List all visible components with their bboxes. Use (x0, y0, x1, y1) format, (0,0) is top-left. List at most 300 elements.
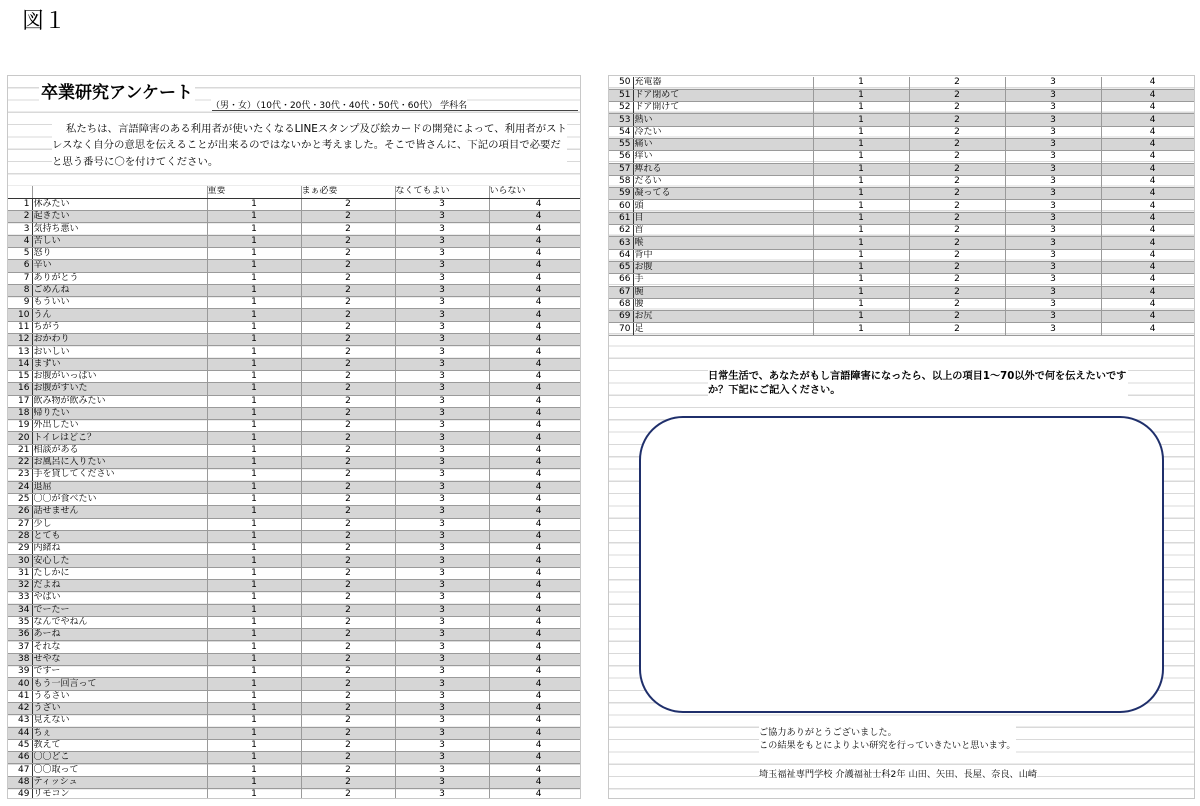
rating-option-1[interactable]: 1 (207, 198, 301, 210)
rating-option-2[interactable]: 2 (909, 200, 1005, 212)
rating-option-2[interactable]: 2 (301, 739, 395, 751)
rating-option-2[interactable]: 2 (301, 211, 395, 223)
rating-option-1[interactable]: 1 (813, 77, 909, 89)
respondent-info-line: （男・女）（10代・20代・30代・40代・50代・60代） 学科名 (211, 98, 467, 111)
rating-option-1[interactable]: 1 (813, 237, 909, 249)
rating-option-4[interactable]: 4 (1101, 77, 1195, 89)
rating-option-4[interactable]: 4 (1101, 114, 1195, 126)
rating-option-1[interactable]: 1 (207, 752, 301, 764)
rating-option-1[interactable]: 1 (207, 776, 301, 788)
rating-option-4[interactable]: 4 (489, 580, 581, 592)
rating-option-3[interactable]: 3 (395, 383, 489, 395)
rating-option-1[interactable]: 1 (207, 629, 301, 641)
rating-option-4[interactable]: 4 (489, 530, 581, 542)
rating-option-3[interactable]: 3 (1005, 89, 1101, 101)
rating-option-4[interactable]: 4 (1101, 323, 1195, 335)
rating-option-3[interactable]: 3 (1005, 200, 1101, 212)
rating-option-1[interactable]: 1 (207, 727, 301, 739)
rating-option-3[interactable]: 3 (1005, 212, 1101, 224)
rating-option-1[interactable]: 1 (207, 641, 301, 653)
rating-option-4[interactable]: 4 (489, 653, 581, 665)
rating-option-1[interactable]: 1 (207, 678, 301, 690)
rating-option-2[interactable]: 2 (301, 457, 395, 469)
rating-option-4[interactable]: 4 (489, 727, 581, 739)
rating-option-1[interactable]: 1 (207, 358, 301, 370)
rating-option-2[interactable]: 2 (301, 530, 395, 542)
rating-option-3[interactable]: 3 (395, 653, 489, 665)
rating-option-4[interactable]: 4 (489, 481, 581, 493)
rating-option-1[interactable]: 1 (207, 432, 301, 444)
rating-option-2[interactable]: 2 (301, 444, 395, 456)
rating-option-2[interactable]: 2 (301, 297, 395, 309)
rating-option-1[interactable]: 1 (813, 188, 909, 200)
rating-option-1[interactable]: 1 (207, 715, 301, 727)
rating-option-1[interactable]: 1 (207, 580, 301, 592)
rating-option-4[interactable]: 4 (1101, 249, 1195, 261)
rating-option-4[interactable]: 4 (1101, 261, 1195, 273)
rating-option-3[interactable]: 3 (395, 715, 489, 727)
rating-option-3[interactable]: 3 (395, 420, 489, 432)
rating-option-1[interactable]: 1 (207, 235, 301, 247)
rating-option-2[interactable]: 2 (301, 678, 395, 690)
rating-option-4[interactable]: 4 (489, 247, 581, 259)
rating-option-2[interactable]: 2 (301, 592, 395, 604)
rating-option-1[interactable]: 1 (207, 469, 301, 481)
rating-option-1[interactable]: 1 (207, 346, 301, 358)
rating-option-2[interactable]: 2 (301, 653, 395, 665)
item-number: 54 (609, 126, 633, 138)
rating-option-4[interactable]: 4 (489, 198, 581, 210)
rating-option-3[interactable]: 3 (395, 604, 489, 616)
rating-option-2[interactable]: 2 (909, 126, 1005, 138)
rating-option-3[interactable]: 3 (395, 678, 489, 690)
rating-option-4[interactable]: 4 (489, 543, 581, 555)
rating-option-3[interactable]: 3 (395, 297, 489, 309)
rating-option-4[interactable]: 4 (1101, 151, 1195, 163)
rating-option-3[interactable]: 3 (1005, 151, 1101, 163)
rating-option-1[interactable]: 1 (207, 297, 301, 309)
rating-option-2[interactable]: 2 (301, 260, 395, 272)
rating-option-2[interactable]: 2 (301, 469, 395, 481)
item-number: 50 (609, 77, 633, 89)
rating-option-4[interactable]: 4 (1101, 286, 1195, 298)
rating-option-3[interactable]: 3 (395, 334, 489, 346)
rating-option-3[interactable]: 3 (395, 444, 489, 456)
rating-option-2[interactable]: 2 (909, 261, 1005, 273)
rating-option-4[interactable]: 4 (489, 334, 581, 346)
rating-option-3[interactable]: 3 (395, 272, 489, 284)
rating-option-3[interactable]: 3 (1005, 188, 1101, 200)
rating-option-1[interactable]: 1 (207, 764, 301, 776)
rating-option-4[interactable]: 4 (489, 555, 581, 567)
rating-option-4[interactable]: 4 (1101, 212, 1195, 224)
rating-option-3[interactable]: 3 (395, 260, 489, 272)
rating-option-4[interactable]: 4 (489, 715, 581, 727)
item-number: 43 (8, 715, 32, 727)
rating-option-1[interactable]: 1 (207, 383, 301, 395)
rating-option-3[interactable]: 3 (395, 629, 489, 641)
rating-option-3[interactable]: 3 (1005, 298, 1101, 310)
rating-option-3[interactable]: 3 (395, 616, 489, 628)
rating-option-3[interactable]: 3 (395, 690, 489, 702)
rating-option-2[interactable]: 2 (909, 298, 1005, 310)
rating-option-2[interactable]: 2 (301, 567, 395, 579)
rating-option-1[interactable]: 1 (813, 261, 909, 273)
rating-option-1[interactable]: 1 (207, 321, 301, 333)
rating-option-1[interactable]: 1 (207, 530, 301, 542)
rating-option-1[interactable]: 1 (813, 126, 909, 138)
rating-option-3[interactable]: 3 (395, 457, 489, 469)
item-label: トイレはどこ？ (32, 432, 207, 444)
rating-option-2[interactable]: 2 (909, 212, 1005, 224)
rating-option-2[interactable]: 2 (301, 284, 395, 296)
rating-option-3[interactable]: 3 (395, 284, 489, 296)
rating-option-1[interactable]: 1 (207, 420, 301, 432)
rating-option-1[interactable]: 1 (813, 114, 909, 126)
rating-option-4[interactable]: 4 (489, 235, 581, 247)
rating-option-2[interactable]: 2 (301, 407, 395, 419)
rating-option-1[interactable]: 1 (813, 225, 909, 237)
rating-option-1[interactable]: 1 (207, 211, 301, 223)
rating-option-1[interactable]: 1 (813, 311, 909, 323)
rating-option-3[interactable]: 3 (395, 764, 489, 776)
rating-option-1[interactable]: 1 (207, 493, 301, 505)
rating-option-2[interactable]: 2 (301, 420, 395, 432)
rating-option-3[interactable]: 3 (395, 235, 489, 247)
rating-option-3[interactable]: 3 (1005, 286, 1101, 298)
rating-option-3[interactable]: 3 (395, 395, 489, 407)
rating-option-3[interactable]: 3 (1005, 274, 1101, 286)
rating-option-2[interactable]: 2 (301, 346, 395, 358)
rating-option-2[interactable]: 2 (301, 641, 395, 653)
rating-option-4[interactable]: 4 (489, 260, 581, 272)
rating-option-4[interactable]: 4 (489, 309, 581, 321)
rating-option-2[interactable]: 2 (909, 163, 1005, 175)
rating-option-1[interactable]: 1 (813, 323, 909, 335)
rating-option-1[interactable]: 1 (813, 163, 909, 175)
rating-option-3[interactable]: 3 (395, 776, 489, 788)
rating-option-1[interactable]: 1 (813, 138, 909, 150)
rating-option-1[interactable]: 1 (207, 481, 301, 493)
rating-option-2[interactable]: 2 (909, 274, 1005, 286)
rating-option-1[interactable]: 1 (813, 274, 909, 286)
rating-option-4[interactable]: 4 (1101, 175, 1195, 187)
table-row (8, 457, 581, 469)
rating-option-2[interactable]: 2 (301, 776, 395, 788)
rating-option-4[interactable]: 4 (489, 592, 581, 604)
rating-option-4[interactable]: 4 (1101, 225, 1195, 237)
rating-option-1[interactable]: 1 (207, 284, 301, 296)
rating-option-1[interactable]: 1 (207, 518, 301, 530)
rating-option-2[interactable]: 2 (301, 321, 395, 333)
rating-option-2[interactable]: 2 (301, 493, 395, 505)
rating-option-2[interactable]: 2 (301, 334, 395, 346)
rating-option-4[interactable]: 4 (489, 641, 581, 653)
rating-option-4[interactable]: 4 (489, 629, 581, 641)
rating-option-1[interactable]: 1 (207, 260, 301, 272)
rating-option-2[interactable]: 2 (301, 616, 395, 628)
rating-option-4[interactable]: 4 (489, 469, 581, 481)
rating-option-4[interactable]: 4 (489, 358, 581, 370)
rating-option-4[interactable]: 4 (489, 297, 581, 309)
rating-option-2[interactable]: 2 (909, 175, 1005, 187)
rating-option-3[interactable]: 3 (395, 493, 489, 505)
rating-option-4[interactable]: 4 (489, 567, 581, 579)
rating-option-4[interactable]: 4 (1101, 138, 1195, 150)
rating-option-4[interactable]: 4 (489, 223, 581, 235)
rating-option-3[interactable]: 3 (395, 727, 489, 739)
rating-option-2[interactable]: 2 (909, 286, 1005, 298)
rating-option-4[interactable]: 4 (489, 506, 581, 518)
item-number: 9 (8, 297, 32, 309)
rating-option-2[interactable]: 2 (301, 752, 395, 764)
rating-option-3[interactable]: 3 (395, 309, 489, 321)
rating-option-2[interactable]: 2 (301, 580, 395, 592)
rating-option-2[interactable]: 2 (301, 370, 395, 382)
item-label: ドア開けて (633, 102, 813, 114)
rating-option-2[interactable]: 2 (301, 518, 395, 530)
table-row (8, 567, 581, 579)
rating-option-2[interactable]: 2 (909, 77, 1005, 89)
rating-option-4[interactable]: 4 (489, 789, 581, 799)
rating-option-3[interactable]: 3 (395, 247, 489, 259)
rating-option-2[interactable]: 2 (301, 604, 395, 616)
rating-option-2[interactable]: 2 (301, 247, 395, 259)
rating-option-4[interactable]: 4 (1101, 274, 1195, 286)
rating-option-1[interactable]: 1 (813, 89, 909, 101)
item-label: 休みたい (32, 198, 207, 210)
rating-option-1[interactable]: 1 (207, 395, 301, 407)
rating-option-3[interactable]: 3 (1005, 261, 1101, 273)
table-row (8, 789, 581, 799)
rating-option-4[interactable]: 4 (489, 678, 581, 690)
rating-option-3[interactable]: 3 (395, 518, 489, 530)
item-label: 安心した (32, 555, 207, 567)
rating-option-3[interactable]: 3 (395, 580, 489, 592)
rating-option-3[interactable]: 3 (395, 432, 489, 444)
rating-option-2[interactable]: 2 (301, 395, 395, 407)
rating-option-1[interactable]: 1 (813, 102, 909, 114)
rating-option-2[interactable]: 2 (301, 543, 395, 555)
rating-option-4[interactable]: 4 (489, 764, 581, 776)
rating-option-3[interactable]: 3 (395, 198, 489, 210)
rating-option-3[interactable]: 3 (395, 358, 489, 370)
rating-option-2[interactable]: 2 (301, 481, 395, 493)
rating-option-4[interactable]: 4 (489, 321, 581, 333)
rating-option-2[interactable]: 2 (301, 358, 395, 370)
item-label: 〇〇どこ (32, 752, 207, 764)
rating-option-1[interactable]: 1 (813, 298, 909, 310)
rating-option-3[interactable]: 3 (395, 555, 489, 567)
rating-option-1[interactable]: 1 (813, 249, 909, 261)
rating-option-1[interactable]: 1 (207, 247, 301, 259)
rating-option-2[interactable]: 2 (301, 235, 395, 247)
rating-option-1[interactable]: 1 (813, 286, 909, 298)
rating-option-1[interactable]: 1 (813, 212, 909, 224)
rating-option-3[interactable]: 3 (395, 567, 489, 579)
rating-option-1[interactable]: 1 (207, 592, 301, 604)
rating-option-4[interactable]: 4 (1101, 89, 1195, 101)
rating-option-1[interactable]: 1 (207, 690, 301, 702)
rating-option-3[interactable]: 3 (395, 211, 489, 223)
rating-option-3[interactable]: 3 (395, 752, 489, 764)
rating-option-4[interactable]: 4 (1101, 102, 1195, 114)
rating-option-3[interactable]: 3 (395, 370, 489, 382)
rating-option-3[interactable]: 3 (395, 641, 489, 653)
rating-option-2[interactable]: 2 (301, 789, 395, 799)
rating-option-1[interactable]: 1 (813, 175, 909, 187)
rating-option-2[interactable]: 2 (301, 383, 395, 395)
rating-option-3[interactable]: 3 (395, 530, 489, 542)
rating-option-2[interactable]: 2 (909, 237, 1005, 249)
rating-option-2[interactable]: 2 (909, 323, 1005, 335)
rating-option-2[interactable]: 2 (301, 690, 395, 702)
rating-option-1[interactable]: 1 (813, 151, 909, 163)
rating-option-3[interactable]: 3 (395, 789, 489, 799)
rating-option-2[interactable]: 2 (301, 666, 395, 678)
rating-option-4[interactable]: 4 (489, 493, 581, 505)
rating-option-1[interactable]: 1 (207, 604, 301, 616)
rating-option-4[interactable]: 4 (489, 420, 581, 432)
rating-option-3[interactable]: 3 (1005, 102, 1101, 114)
rating-option-3[interactable]: 3 (395, 223, 489, 235)
rating-option-3[interactable]: 3 (395, 469, 489, 481)
item-label: 目 (633, 212, 813, 224)
rating-option-2[interactable]: 2 (301, 727, 395, 739)
rating-option-1[interactable]: 1 (207, 555, 301, 567)
rating-option-2[interactable]: 2 (301, 198, 395, 210)
rating-option-2[interactable]: 2 (301, 715, 395, 727)
rating-option-3[interactable]: 3 (1005, 311, 1101, 323)
rating-option-1[interactable]: 1 (207, 457, 301, 469)
rating-option-4[interactable]: 4 (489, 739, 581, 751)
rating-option-3[interactable]: 3 (395, 702, 489, 714)
rating-option-1[interactable]: 1 (207, 616, 301, 628)
rating-option-2[interactable]: 2 (301, 702, 395, 714)
rating-option-1[interactable]: 1 (207, 334, 301, 346)
rating-option-2[interactable]: 2 (301, 764, 395, 776)
rating-option-4[interactable]: 4 (489, 752, 581, 764)
rating-option-3[interactable]: 3 (1005, 225, 1101, 237)
rating-option-1[interactable]: 1 (207, 309, 301, 321)
rating-option-1[interactable]: 1 (207, 272, 301, 284)
rating-option-3[interactable]: 3 (395, 481, 489, 493)
rating-option-2[interactable]: 2 (301, 555, 395, 567)
survey-sheet-left (7, 75, 581, 799)
rating-option-1[interactable]: 1 (207, 407, 301, 419)
rating-option-4[interactable]: 4 (489, 776, 581, 788)
rating-option-4[interactable]: 4 (1101, 311, 1195, 323)
rating-option-1[interactable]: 1 (207, 223, 301, 235)
rating-option-2[interactable]: 2 (909, 225, 1005, 237)
item-number: 67 (609, 286, 633, 298)
table-row (8, 358, 581, 370)
rating-option-1[interactable]: 1 (207, 702, 301, 714)
rating-option-3[interactable]: 3 (1005, 249, 1101, 261)
rating-option-4[interactable]: 4 (1101, 298, 1195, 310)
rating-option-4[interactable]: 4 (489, 407, 581, 419)
rating-option-1[interactable]: 1 (207, 444, 301, 456)
rating-option-4[interactable]: 4 (489, 666, 581, 678)
rating-option-2[interactable]: 2 (909, 249, 1005, 261)
rating-option-3[interactable]: 3 (1005, 163, 1101, 175)
rating-option-3[interactable]: 3 (395, 739, 489, 751)
rating-option-4[interactable]: 4 (489, 346, 581, 358)
rating-option-3[interactable]: 3 (1005, 175, 1101, 187)
rating-option-4[interactable]: 4 (1101, 163, 1195, 175)
rating-option-3[interactable]: 3 (1005, 77, 1101, 89)
rating-option-3[interactable]: 3 (1005, 237, 1101, 249)
rating-option-2[interactable]: 2 (909, 102, 1005, 114)
rating-option-3[interactable]: 3 (395, 592, 489, 604)
rating-option-2[interactable]: 2 (909, 311, 1005, 323)
rating-option-4[interactable]: 4 (489, 370, 581, 382)
rating-option-1[interactable]: 1 (207, 506, 301, 518)
item-label: ちぇ (32, 727, 207, 739)
rating-option-1[interactable]: 1 (207, 739, 301, 751)
rating-option-4[interactable]: 4 (1101, 126, 1195, 138)
rating-option-2[interactable]: 2 (301, 432, 395, 444)
rating-option-3[interactable]: 3 (1005, 126, 1101, 138)
rating-option-2[interactable]: 2 (301, 506, 395, 518)
rating-option-4[interactable]: 4 (1101, 200, 1195, 212)
rating-option-2[interactable]: 2 (301, 309, 395, 321)
rating-option-3[interactable]: 3 (395, 666, 489, 678)
rating-option-1[interactable]: 1 (207, 653, 301, 665)
rating-option-3[interactable]: 3 (395, 407, 489, 419)
rating-option-4[interactable]: 4 (489, 457, 581, 469)
rating-option-4[interactable]: 4 (489, 604, 581, 616)
rating-option-2[interactable]: 2 (301, 223, 395, 235)
rating-option-1[interactable]: 1 (207, 370, 301, 382)
rating-option-4[interactable]: 4 (1101, 188, 1195, 200)
rating-option-4[interactable]: 4 (489, 272, 581, 284)
rating-option-4[interactable]: 4 (489, 444, 581, 456)
rating-option-4[interactable]: 4 (489, 432, 581, 444)
rating-option-3[interactable]: 3 (395, 346, 489, 358)
rating-option-3[interactable]: 3 (395, 506, 489, 518)
rating-option-3[interactable]: 3 (1005, 138, 1101, 150)
free-answer-box[interactable] (639, 416, 1164, 713)
rating-option-3[interactable]: 3 (395, 321, 489, 333)
rating-option-4[interactable]: 4 (489, 284, 581, 296)
rating-option-1[interactable]: 1 (813, 200, 909, 212)
rating-option-2[interactable]: 2 (909, 188, 1005, 200)
rating-option-2[interactable]: 2 (301, 272, 395, 284)
item-number: 59 (609, 188, 633, 200)
rating-option-2[interactable]: 2 (909, 114, 1005, 126)
rating-option-4[interactable]: 4 (489, 383, 581, 395)
rating-option-1[interactable]: 1 (207, 567, 301, 579)
rating-option-3[interactable]: 3 (1005, 323, 1101, 335)
rating-option-4[interactable]: 4 (1101, 237, 1195, 249)
rating-option-1[interactable]: 1 (207, 789, 301, 799)
rating-option-1[interactable]: 1 (207, 666, 301, 678)
rating-option-1[interactable]: 1 (207, 543, 301, 555)
rating-option-2[interactable]: 2 (301, 629, 395, 641)
rating-option-4[interactable]: 4 (489, 211, 581, 223)
rating-option-4[interactable]: 4 (489, 690, 581, 702)
rating-option-2[interactable]: 2 (909, 151, 1005, 163)
rating-option-4[interactable]: 4 (489, 702, 581, 714)
rating-option-2[interactable]: 2 (909, 89, 1005, 101)
rating-option-4[interactable]: 4 (489, 395, 581, 407)
rating-option-2[interactable]: 2 (909, 138, 1005, 150)
rating-option-4[interactable]: 4 (489, 616, 581, 628)
rating-option-4[interactable]: 4 (489, 518, 581, 530)
rating-option-3[interactable]: 3 (1005, 114, 1101, 126)
rating-option-3[interactable]: 3 (395, 543, 489, 555)
